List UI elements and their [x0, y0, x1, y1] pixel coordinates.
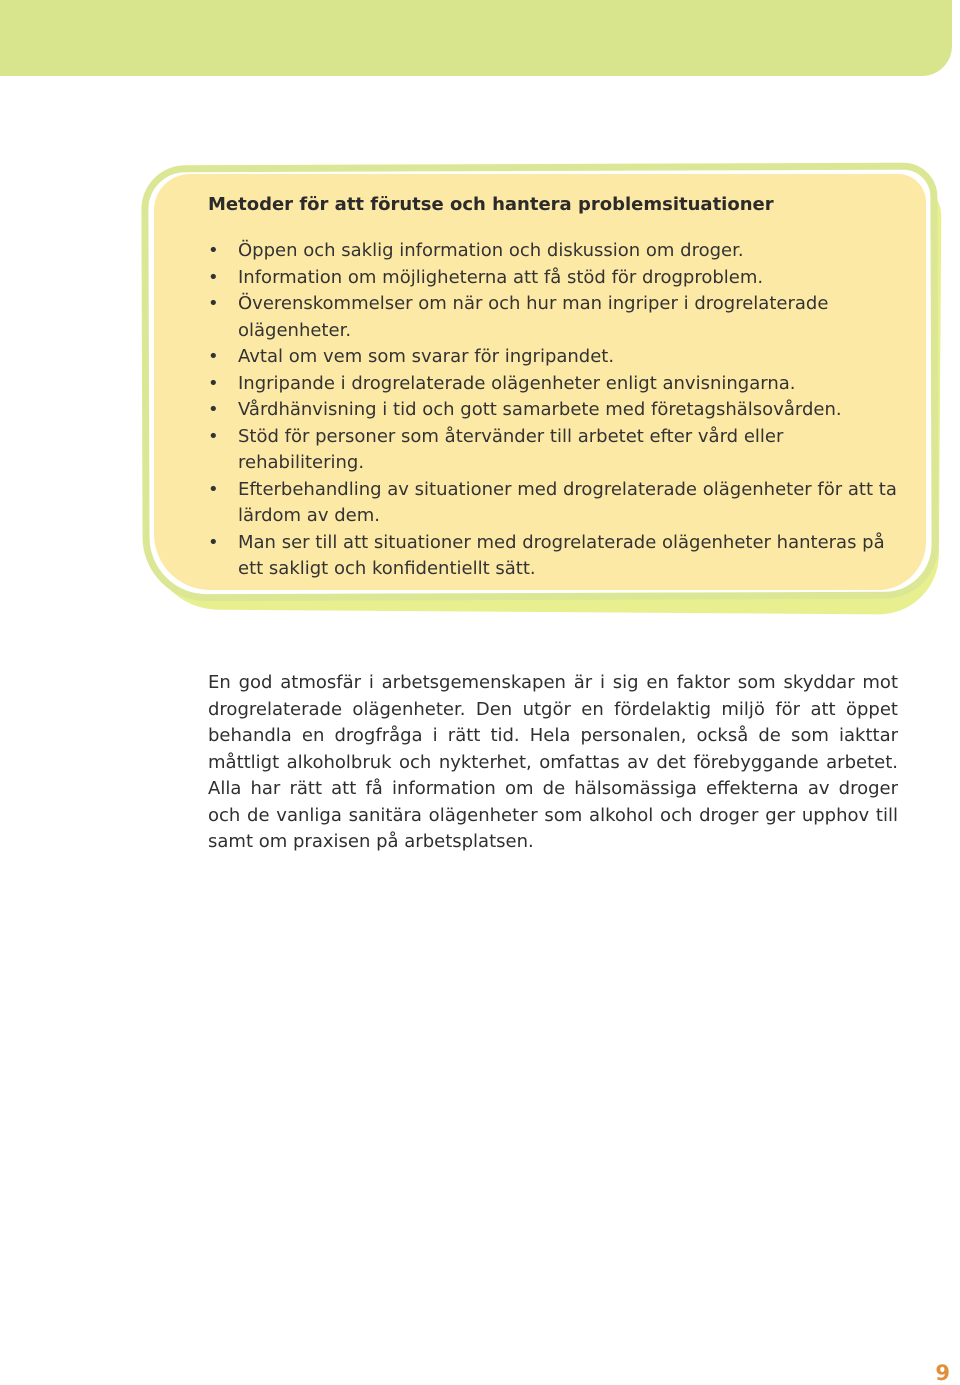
list-item-text: Avtal om vem som svarar för ingripandet.	[238, 346, 615, 367]
list-item-text: Vårdhänvisning i tid och gott samarbete med företagshälsovården.	[238, 399, 842, 420]
list-item	[208, 291, 903, 344]
bullet-icon: •	[208, 293, 219, 314]
list-item-text: Efterbehandling av situationer med drogrelaterade olägenheter för att ta lärdom av dem.	[238, 478, 897, 526]
list-item-text: Information om möjligheterna att få stöd för drogproblem.	[238, 266, 764, 288]
list-item	[208, 371, 903, 398]
bullet-icon: •	[208, 425, 219, 447]
list-item-text: Man ser till att situationer med drogrelaterade olägenheter hanteras på ett sakligt och konfidentiellt sätt.	[238, 531, 885, 579]
page-number: 9	[935, 1361, 950, 1385]
list-item	[208, 238, 903, 265]
list-item-text: Öppen och saklig information och diskussion om droger.	[238, 240, 744, 261]
methods-list	[208, 238, 903, 583]
list-item	[208, 344, 903, 371]
header-band	[0, 0, 952, 76]
list-item	[208, 477, 903, 530]
list-item	[208, 397, 903, 424]
bullet-icon: •	[208, 478, 219, 500]
list-item-text: Stöd för personer som återvänder till arbetet efter vård eller rehabilitering.	[238, 425, 784, 473]
list-item	[208, 265, 903, 292]
bullet-icon: •	[208, 372, 219, 394]
list-item-text: Ingripande i drogrelaterade olägenheter enligt anvisningarna.	[238, 372, 796, 394]
list-item-text: Överenskommelser om när och hur man ingriper i drogrelaterade olägenheter.	[238, 293, 829, 341]
list-item	[208, 530, 903, 583]
info-box-content	[208, 192, 903, 583]
body-paragraph: En god atmosfär i arbetsgemenskapen är i sig en faktor som skyddar mot drogrelaterade olägenheter. Den utgör en fördelaktig miljö för att öppet behandla en drogfråga i rätt tid. Hela personalen, också de som iakttar måttligt alkoholbruk och nykterhet, omfattas av det förebyggande arbetet. Alla har rätt att få information om de hälsomässiga effekterna av droger och de vanliga sanitära olägenheter som alkohol och droger ger upphov till samt om praxisen på arbetsplatsen.	[208, 672, 898, 852]
info-box-title: Metoder för att förutse och hantera problemsituationer	[208, 194, 774, 215]
bullet-icon: •	[208, 346, 219, 367]
list-item	[208, 424, 903, 477]
bullet-icon: •	[208, 531, 219, 553]
bullet-icon: •	[208, 240, 219, 261]
bullet-icon: •	[208, 399, 219, 420]
bullet-icon: •	[208, 266, 219, 288]
